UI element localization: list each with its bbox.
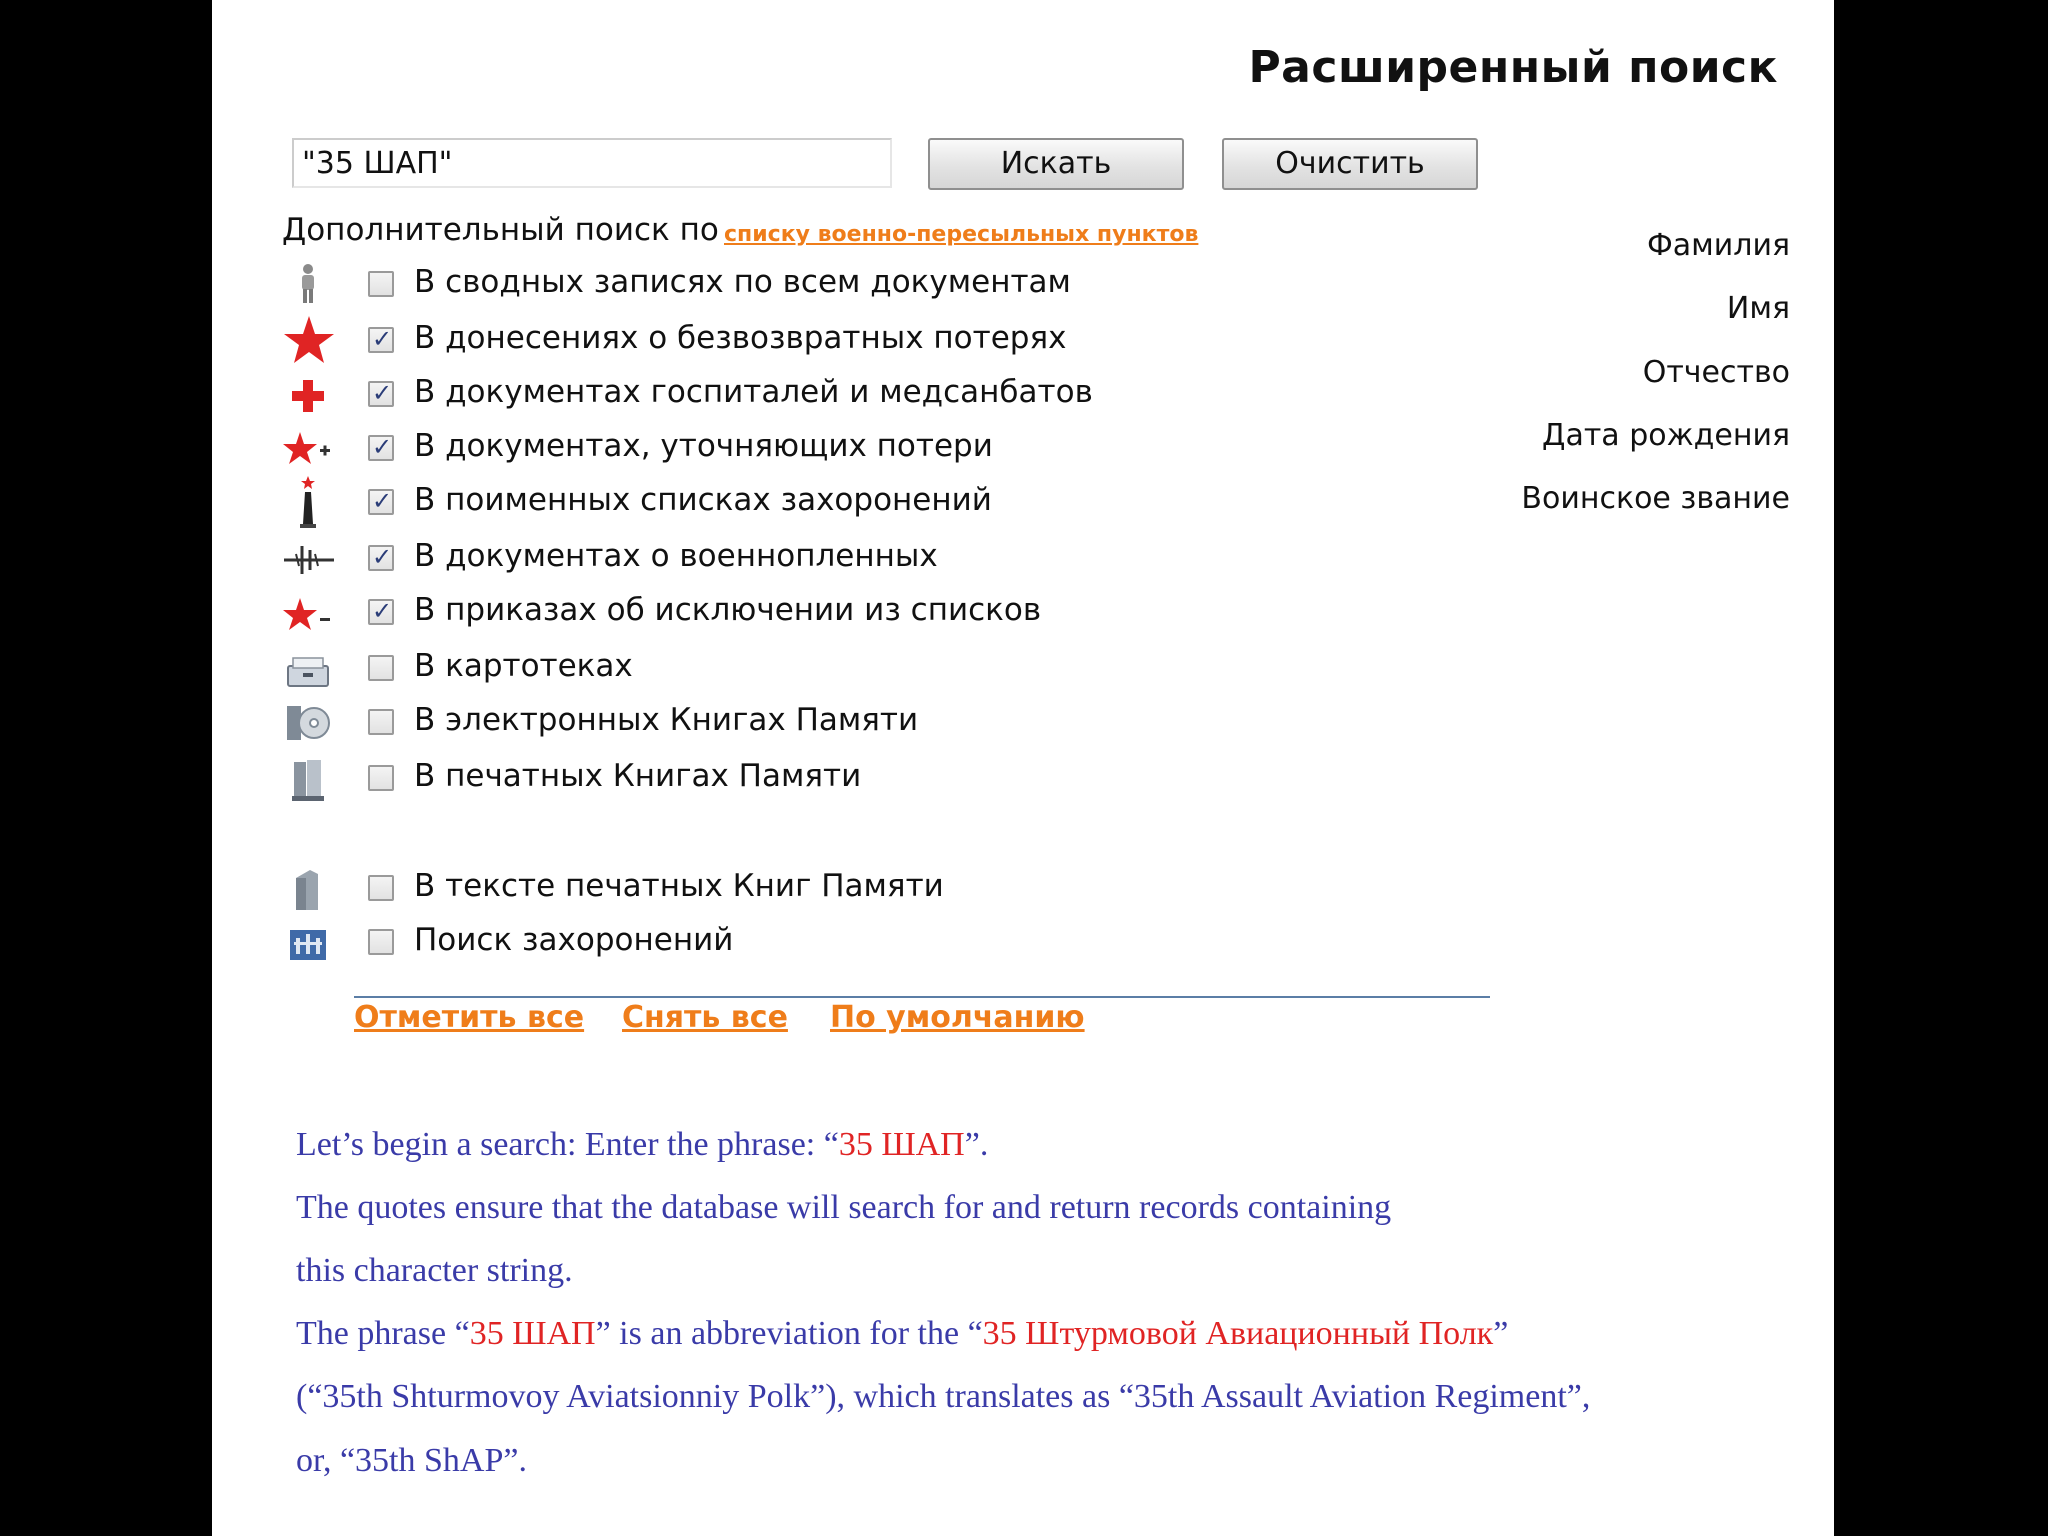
source-label: В документах о военнопленных [414,538,938,574]
check-icon: ✓ [372,543,393,571]
divider [354,996,1490,998]
source-label: В тексте печатных Книг Памяти [414,868,944,904]
check-icon: ✓ [372,597,393,625]
note-text: Let’s begin a search: Enter the phrase: “ [296,1126,839,1163]
note-text: ”. [964,1126,989,1163]
source-row-losses [282,318,1182,362]
clear-button[interactable]: Очистить [1222,138,1478,190]
transit-points-link[interactable]: списку военно-пересыльных пунктов [724,222,1199,247]
source-row-pows [282,536,1182,580]
search-button[interactable]: Искать [928,138,1184,190]
book-text-icon [282,866,334,910]
source-label: В документах госпиталей и медсанбатов [414,374,1093,410]
note-text: ” [1493,1315,1509,1352]
source-row-books-text [282,866,1182,910]
note-highlight: 35 ШАП [838,1126,965,1163]
checkbox-burials-lists[interactable] [368,489,394,515]
field-label-first-name: Имя [1726,291,1790,326]
check-icon: ✓ [372,325,393,353]
checkbox-ebooks[interactable] [368,709,394,735]
note-line-6: or, “35th ShAP”. [296,1442,527,1479]
note-text: The phrase “ [296,1315,470,1352]
field-label-rank: Воинское звание [1521,481,1790,516]
source-row-summary [282,262,1182,306]
memorial-icon [282,920,334,964]
source-label: В донесениях о безвозвратных потерях [414,320,1067,356]
source-label: В приказах об исключении из списков [414,592,1042,628]
select-all-link[interactable]: Отметить все [354,1000,585,1035]
obelisk-icon [282,480,334,524]
source-label: В сводных записях по всем документам [414,264,1071,300]
search-page [212,0,1834,1536]
source-row-hospitals [282,372,1182,416]
checkbox-hospitals[interactable] [368,381,394,407]
source-label: В картотеках [414,648,633,684]
red-cross-icon [282,372,334,416]
search-input[interactable] [292,138,892,188]
source-row-burial-search [282,920,1182,964]
source-row-clarifying [282,426,1182,470]
note-highlight: 35 Штурмовой Авиационный Полк [982,1315,1494,1352]
source-row-ebooks [282,700,1182,744]
checkbox-printed-books[interactable] [368,765,394,791]
check-icon: ✓ [372,433,393,461]
star-minus-icon [282,590,334,634]
default-link[interactable]: По умолчанию [830,1000,1085,1035]
source-label: В поименных списках захоронений [414,482,992,518]
source-row-burials-lists [282,480,1182,524]
field-label-birth-date: Дата рождения [1542,418,1790,453]
note-line-3: this character string. [296,1252,573,1289]
checkbox-burial-search[interactable] [368,929,394,955]
page-title: Расширенный поиск [1248,42,1778,93]
checkbox-books-text[interactable] [368,875,394,901]
field-label-surname: Фамилия [1646,228,1790,263]
checkbox-card-index[interactable] [368,655,394,681]
note-line-2: The quotes ensure that the database will search for and return records containing [296,1189,1392,1226]
source-row-printed-books [282,756,1182,800]
note-line-4 [296,1315,1508,1353]
red-star-icon [282,318,334,362]
barbed-wire-icon [282,536,334,580]
checkbox-summary[interactable] [368,271,394,297]
cd-book-icon [282,700,334,744]
note-highlight: 35 ШАП [469,1315,596,1352]
check-icon: ✓ [372,487,393,515]
checkbox-exclusion[interactable] [368,599,394,625]
card-index-icon [282,646,334,690]
source-row-card-index [282,646,1182,690]
source-label: В печатных Книгах Памяти [414,758,862,794]
checkbox-losses[interactable] [368,327,394,353]
note-line-5: (“35th Shturmovoy Aviatsionniy Polk”), which translates as “35th Assault Aviation Regiment”, [296,1378,1591,1415]
soldier-icon [282,262,334,306]
field-label-patronymic: Отчество [1642,355,1790,390]
printed-book-icon [282,756,334,800]
note-line-1 [296,1126,988,1164]
source-label: Поиск захоронений [414,922,734,958]
source-row-exclusion [282,590,1182,634]
note-text: ” is an abbreviation for the “ [595,1315,983,1352]
deselect-all-link[interactable]: Снять все [622,1000,788,1035]
source-label: В электронных Книгах Памяти [414,702,919,738]
checkbox-pows[interactable] [368,545,394,571]
additional-search-label: Дополнительный поиск по [282,212,719,248]
star-plus-icon [282,426,334,470]
check-icon: ✓ [372,379,393,407]
source-label: В документах, уточняющих потери [414,428,993,464]
checkbox-clarifying[interactable] [368,435,394,461]
